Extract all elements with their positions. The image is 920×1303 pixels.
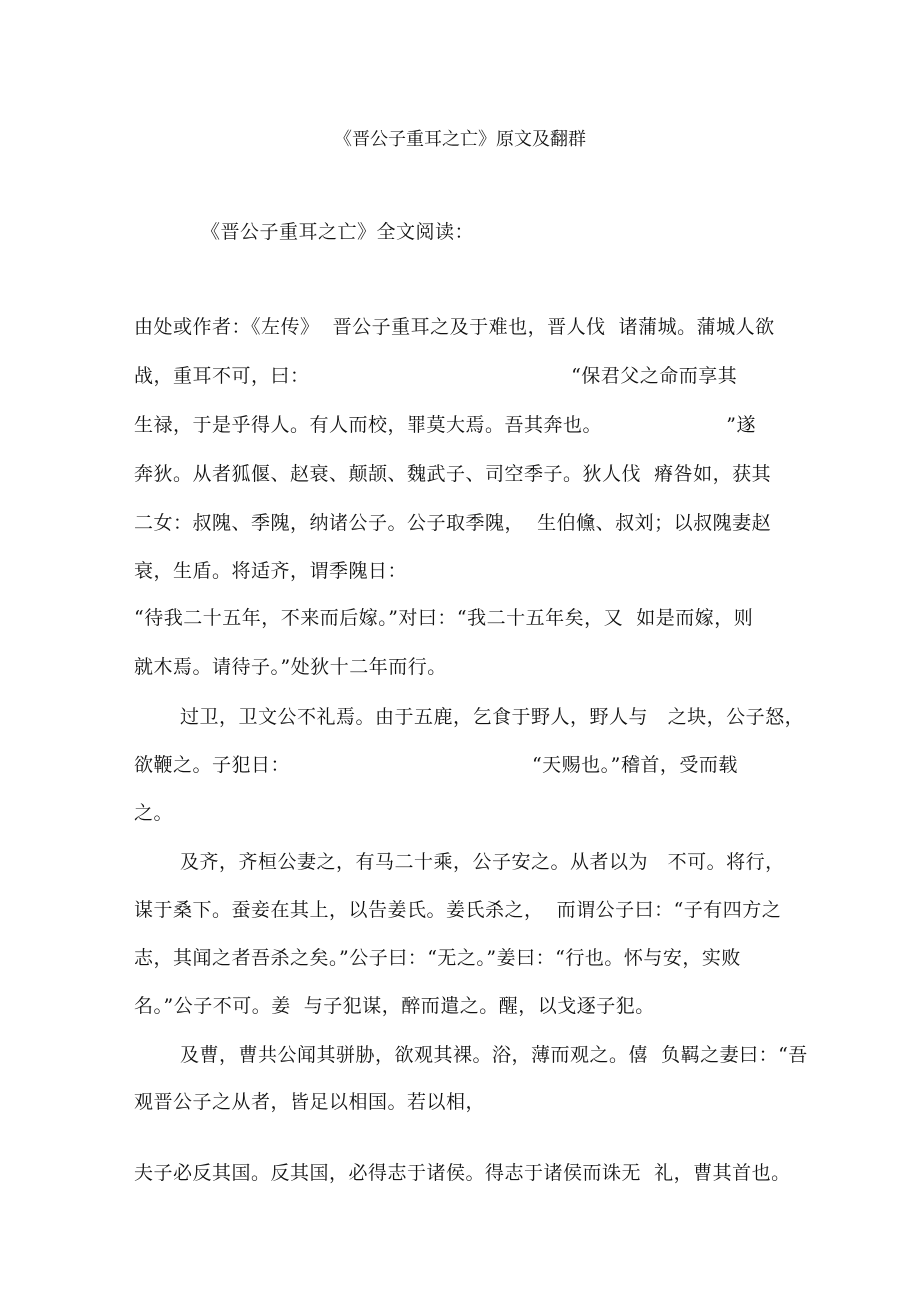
text-line: 由处或作者：《左传》 晋公子重耳之及于难也，晋人伐 诸蒲城。蒲城人欲: [134, 316, 775, 338]
text-line: 二女：叔隗、季隗，纳诸公子。公子取季隗， 生伯儵、叔刘；以叔隗妻赵: [134, 512, 772, 534]
text-line: 衰，生盾。将适齐，谓季隗日：: [134, 560, 408, 582]
text-line: 战，重耳不可，曰： “保君父之命而享其: [134, 365, 738, 387]
text-line: 欲鞭之。子犯日： “天赐也。”稽首，受而载: [134, 754, 738, 776]
text-line: 及齐，齐桓公妻之，有马二十乘，公子安之。从者以为 不可。将行，: [180, 851, 785, 873]
text-line: 及曹，曹共公闻其骈胁，欲观其裸。浴，薄而观之。僖 负羁之妻曰：“吾: [180, 1044, 808, 1066]
text-line: 过卫，卫文公不礼焉。由于五鹿，乞食于野人，野人与 之块，公子怒，: [180, 706, 805, 728]
text-line: 谋于桑下。蚕妾在其上，以告姜氏。姜氏杀之， 而谓公子曰：“子有四方之: [134, 899, 782, 921]
section-heading: 《晋公子重耳之亡》全文阅读：: [201, 221, 475, 243]
text-line: 观晋公子之从者，皆足以相国。若以相，: [134, 1091, 486, 1113]
text-line: 夫子必反其国。反其国，必得志于诸侯。得志于诸侯而诛无 礼，曹其首也。: [134, 1162, 791, 1184]
text-line: 生禄，于是乎得人。有人而校，罪莫大焉。吾其奔也。 ”遂: [134, 414, 756, 436]
text-line: 奔狄。从者狐偃、赵衰、颠颉、魏武子、司空季子。狄人伐 瘠咎如，获其: [134, 463, 772, 485]
text-line: 之。: [134, 802, 174, 824]
text-line: “待我二十五年，不来而后嫁。”对曰：“我二十五年矣，又 如是而嫁，则: [134, 607, 754, 629]
text-line: 就木焉。请待子。”处狄十二年而行。: [134, 656, 447, 678]
text-line: 志，其闻之者吾杀之矣。”公子曰：“无之。”姜曰：“行也。怀与安，实败: [134, 947, 741, 969]
document-title: 《晋公子重耳之亡》原文及翻群: [334, 129, 586, 150]
text-line: 名。”公子不可。姜 与子犯谋，醉而遣之。醒，以戈逐子犯。: [134, 995, 655, 1017]
